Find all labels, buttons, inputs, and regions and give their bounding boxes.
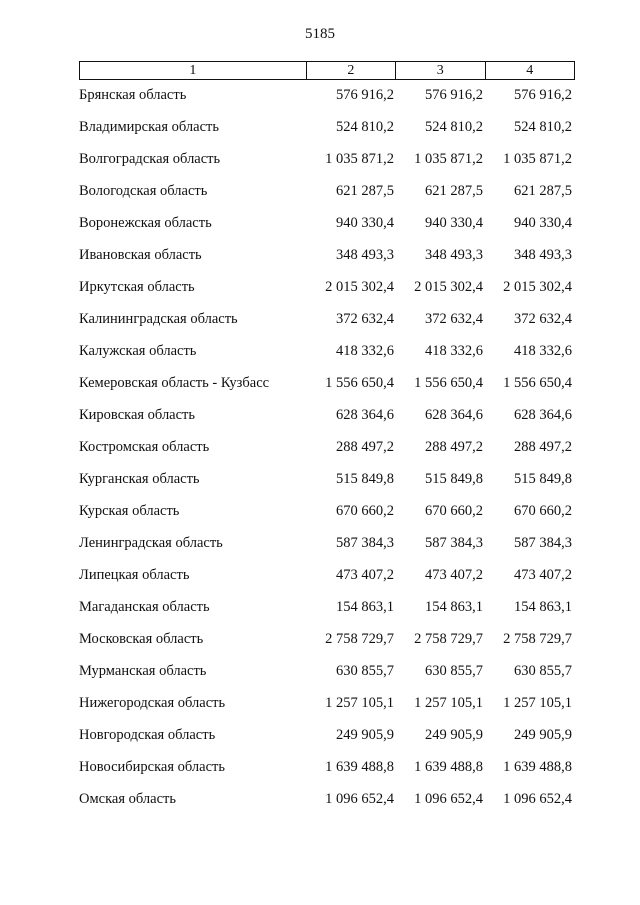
column-header-4: 4 xyxy=(485,62,574,79)
region-name: Владимирская область xyxy=(79,119,219,135)
table-row xyxy=(79,470,575,502)
region-name: Новосибирская область xyxy=(79,759,225,775)
value-column-3: 418 332,6 xyxy=(425,343,483,359)
value-column-4: 940 330,4 xyxy=(514,215,572,231)
value-column-4: 348 493,3 xyxy=(514,247,572,263)
value-column-4: 621 287,5 xyxy=(514,183,572,199)
value-column-4: 524 810,2 xyxy=(514,119,572,135)
value-column-4: 2 015 302,4 xyxy=(503,279,572,295)
value-column-4: 154 863,1 xyxy=(514,599,572,615)
value-column-3: 940 330,4 xyxy=(425,215,483,231)
value-column-4: 515 849,8 xyxy=(514,471,572,487)
column-header-2: 2 xyxy=(306,62,395,79)
region-name: Магаданская область xyxy=(79,599,210,615)
region-name: Брянская область xyxy=(79,87,187,103)
value-column-4: 288 497,2 xyxy=(514,439,572,455)
value-column-4: 2 758 729,7 xyxy=(503,631,572,647)
value-column-3: 524 810,2 xyxy=(425,119,483,135)
value-column-2: 418 332,6 xyxy=(336,343,394,359)
value-column-2: 372 632,4 xyxy=(336,311,394,327)
value-column-3: 1 639 488,8 xyxy=(414,759,483,775)
value-column-2: 940 330,4 xyxy=(336,215,394,231)
value-column-2: 576 916,2 xyxy=(336,87,394,103)
region-name: Курганская область xyxy=(79,471,200,487)
region-name: Курская область xyxy=(79,503,180,519)
region-name: Кемеровская область - Кузбасс xyxy=(79,375,270,391)
table-row xyxy=(79,758,575,790)
region-name: Новгородская область xyxy=(79,727,216,743)
value-column-3: 515 849,8 xyxy=(425,471,483,487)
value-column-3: 670 660,2 xyxy=(425,503,483,519)
value-column-4: 576 916,2 xyxy=(514,87,572,103)
table-row xyxy=(79,310,575,342)
region-name: Костромская область xyxy=(79,439,210,455)
table-row xyxy=(79,790,575,822)
value-column-4: 418 332,6 xyxy=(514,343,572,359)
region-name: Калужская область xyxy=(79,343,197,359)
table-body xyxy=(79,86,575,822)
value-column-2: 1 556 650,4 xyxy=(325,375,394,391)
value-column-4: 1 639 488,8 xyxy=(503,759,572,775)
value-column-3: 473 407,2 xyxy=(425,567,483,583)
value-column-4: 473 407,2 xyxy=(514,567,572,583)
region-name: Омская область xyxy=(79,791,176,807)
value-column-2: 515 849,8 xyxy=(336,471,394,487)
table-row xyxy=(79,86,575,118)
region-name: Липецкая область xyxy=(79,567,190,583)
value-column-4: 372 632,4 xyxy=(514,311,572,327)
region-name: Волгоградская область xyxy=(79,151,221,167)
value-column-4: 1 556 650,4 xyxy=(503,375,572,391)
value-column-4: 628 364,6 xyxy=(514,407,572,423)
region-name: Калининградская область xyxy=(79,311,238,327)
value-column-3: 288 497,2 xyxy=(425,439,483,455)
data-table xyxy=(79,61,575,807)
column-header-1: 1 xyxy=(189,63,197,78)
table-row xyxy=(79,246,575,278)
table-row xyxy=(79,534,575,566)
region-name: Мурманская область xyxy=(79,663,207,679)
value-column-4: 249 905,9 xyxy=(514,727,572,743)
value-column-4: 670 660,2 xyxy=(514,503,572,519)
value-column-3: 1 556 650,4 xyxy=(414,375,483,391)
value-column-2: 1 639 488,8 xyxy=(325,759,394,775)
value-column-3: 1 096 652,4 xyxy=(414,791,483,807)
region-name: Иркутская область xyxy=(79,279,195,295)
value-column-2: 249 905,9 xyxy=(336,727,394,743)
value-column-2: 628 364,6 xyxy=(336,407,394,423)
table-row xyxy=(79,150,575,182)
region-name: Нижегородская область xyxy=(79,695,226,711)
page-number: 5185 xyxy=(305,26,335,42)
value-column-4: 1 096 652,4 xyxy=(503,791,572,807)
value-column-3: 2 758 729,7 xyxy=(414,631,483,647)
table-row xyxy=(79,182,575,214)
value-column-2: 1 096 652,4 xyxy=(325,791,394,807)
table-row xyxy=(79,694,575,726)
region-name: Воронежская область xyxy=(79,215,212,231)
table-row xyxy=(79,118,575,150)
value-column-3: 1 035 871,2 xyxy=(414,151,483,167)
value-column-4: 1 035 871,2 xyxy=(503,151,572,167)
value-column-3: 154 863,1 xyxy=(425,599,483,615)
value-column-2: 288 497,2 xyxy=(336,439,394,455)
table-row xyxy=(79,438,575,470)
value-column-4: 630 855,7 xyxy=(514,663,572,679)
value-column-2: 587 384,3 xyxy=(336,535,394,551)
table-row xyxy=(79,214,575,246)
value-column-2: 348 493,3 xyxy=(336,247,394,263)
column-header-3: 3 xyxy=(395,62,484,79)
table-row xyxy=(79,374,575,406)
value-column-3: 630 855,7 xyxy=(425,663,483,679)
table-row xyxy=(79,598,575,630)
value-column-2: 1 257 105,1 xyxy=(325,695,394,711)
table-row xyxy=(79,566,575,598)
value-column-2: 2 758 729,7 xyxy=(325,631,394,647)
table-row xyxy=(79,342,575,374)
value-column-3: 2 015 302,4 xyxy=(414,279,483,295)
value-column-2: 524 810,2 xyxy=(336,119,394,135)
table-row xyxy=(79,630,575,662)
value-column-3: 587 384,3 xyxy=(425,535,483,551)
value-column-3: 372 632,4 xyxy=(425,311,483,327)
value-column-4: 587 384,3 xyxy=(514,535,572,551)
value-column-2: 1 035 871,2 xyxy=(325,151,394,167)
value-column-3: 348 493,3 xyxy=(425,247,483,263)
value-column-2: 630 855,7 xyxy=(336,663,394,679)
value-column-2: 473 407,2 xyxy=(336,567,394,583)
region-name: Ленинградская область xyxy=(79,535,223,551)
table-row xyxy=(79,502,575,534)
table-row xyxy=(79,726,575,758)
region-name: Кировская область xyxy=(79,407,196,423)
table-row xyxy=(79,406,575,438)
value-column-3: 621 287,5 xyxy=(425,183,483,199)
value-column-2: 154 863,1 xyxy=(336,599,394,615)
table-row xyxy=(79,662,575,694)
value-column-3: 1 257 105,1 xyxy=(414,695,483,711)
value-column-2: 621 287,5 xyxy=(336,183,394,199)
value-column-2: 670 660,2 xyxy=(336,503,394,519)
table-row xyxy=(79,278,575,310)
region-name: Московская область xyxy=(79,631,204,647)
value-column-4: 1 257 105,1 xyxy=(503,695,572,711)
value-column-3: 628 364,6 xyxy=(425,407,483,423)
value-column-3: 249 905,9 xyxy=(425,727,483,743)
region-name: Ивановская область xyxy=(79,247,202,263)
value-column-2: 2 015 302,4 xyxy=(325,279,394,295)
table-header-row xyxy=(79,61,575,80)
region-name: Вологодская область xyxy=(79,183,208,199)
value-column-3: 576 916,2 xyxy=(425,87,483,103)
